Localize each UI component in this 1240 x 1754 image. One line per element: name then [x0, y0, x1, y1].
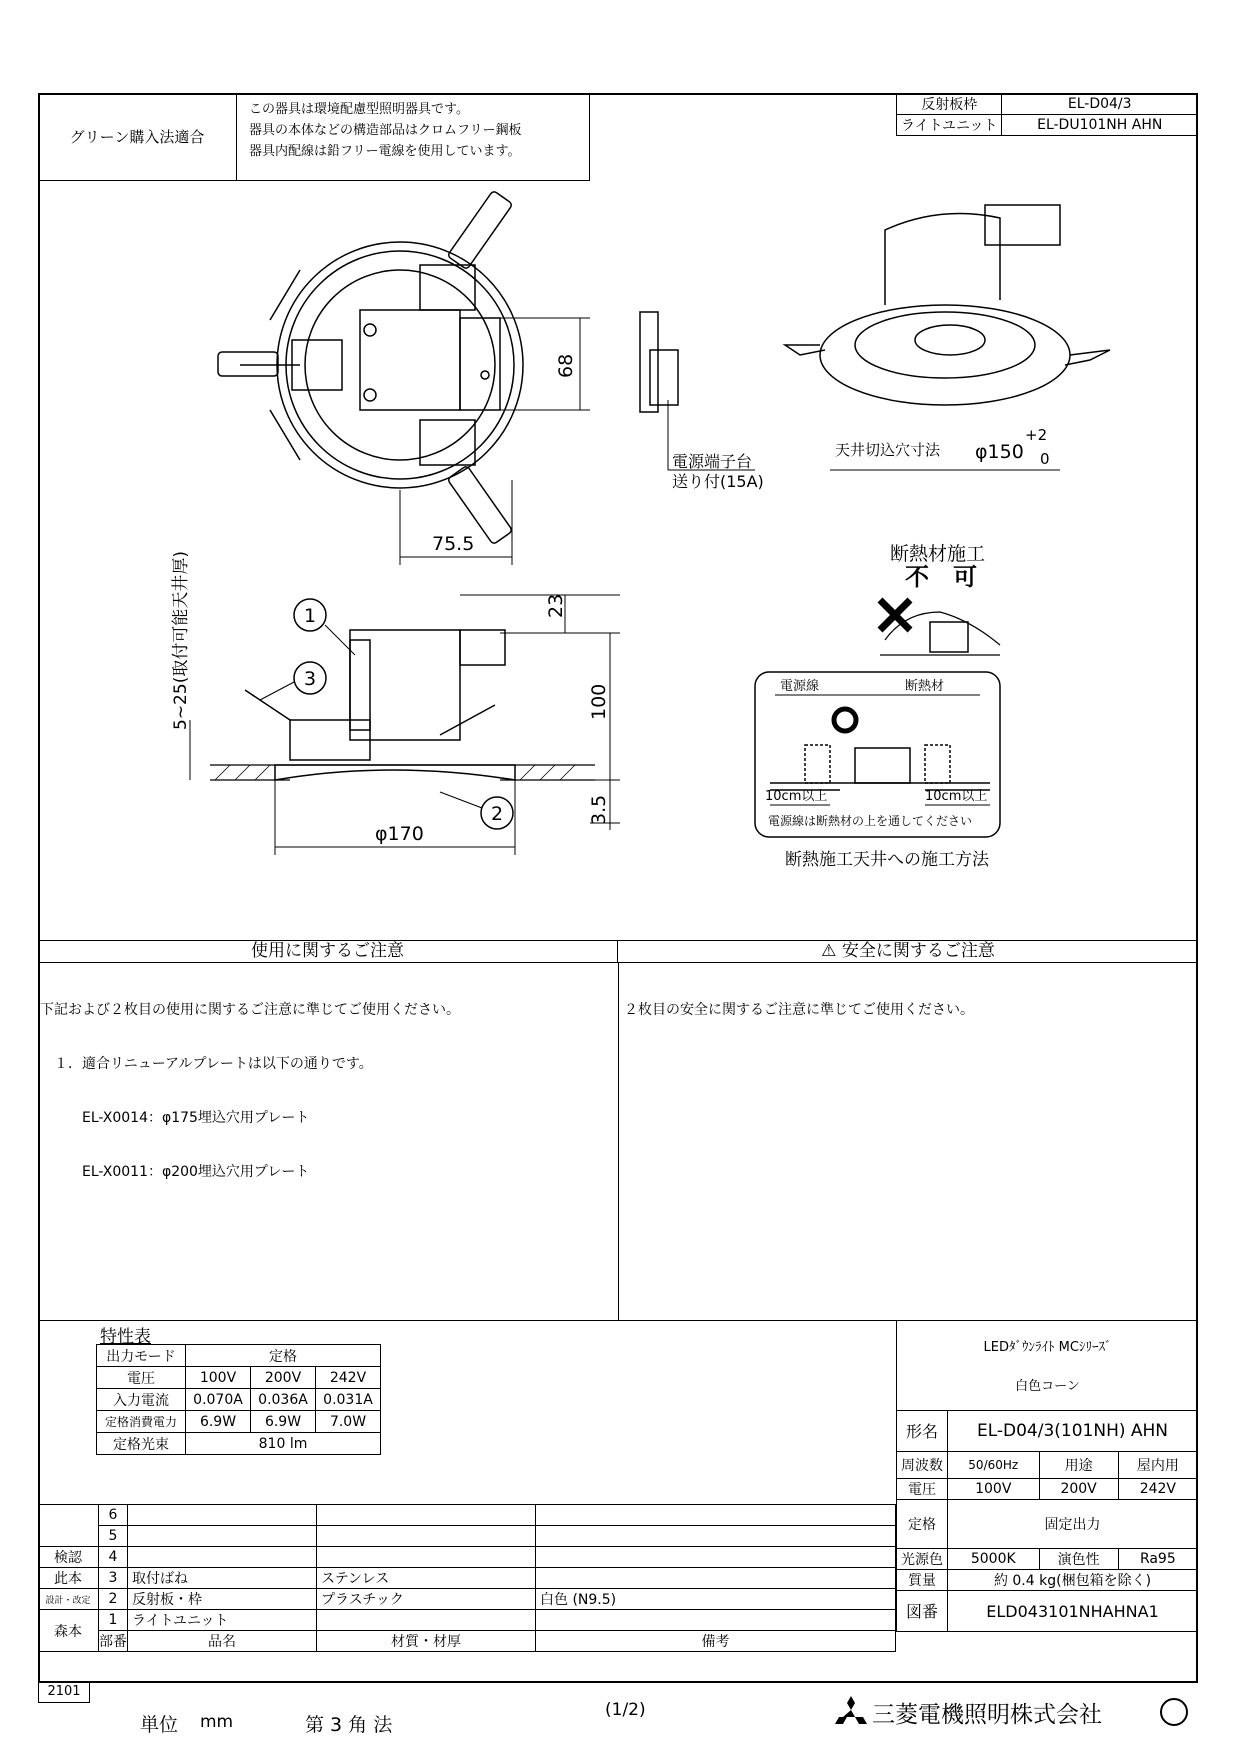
usage-line: 下記および２枚目の使用に関するご注意に準じてご使用ください。 — [40, 1002, 460, 1018]
spec-cell: 0.036A — [251, 1389, 316, 1411]
part-note — [536, 1505, 896, 1526]
product-table — [896, 1410, 1198, 1632]
terminal-label-2: 送り付(15A) — [672, 472, 764, 491]
safety-notes — [624, 965, 974, 1055]
part-material — [317, 1610, 536, 1631]
mount-range: 5~25(取付可能天井厚) — [171, 551, 191, 730]
unit-value: mm — [200, 1712, 234, 1732]
cri-label: 演色性 — [1039, 1549, 1118, 1570]
warning-icon: ⚠ — [821, 941, 837, 961]
part-name: 取付ばね — [128, 1568, 317, 1589]
spec-row-label: 電圧 — [97, 1367, 186, 1389]
rating-value: 固定出力 — [948, 1500, 1198, 1549]
voltage-value: 242V — [1118, 1479, 1197, 1500]
parts-header: 材質・材厚 — [317, 1631, 536, 1652]
callout-1: 1 — [304, 605, 317, 627]
signoff-label: 設計・改定 — [38, 1589, 99, 1610]
rating-label: 定格 — [897, 1500, 948, 1549]
spec-flux-label: 定格光束 — [97, 1433, 186, 1455]
box-insul-label: 断熱材 — [905, 679, 945, 694]
spec-flux-value: 810 lm — [186, 1433, 381, 1455]
voltage-value: 200V — [1039, 1479, 1118, 1500]
voltage-value: 100V — [948, 1479, 1040, 1500]
product-block — [896, 1320, 1198, 1410]
part-no: 6 — [99, 1505, 128, 1526]
parts-header: 部番 — [99, 1631, 128, 1652]
no-insulation-mark — [880, 600, 910, 630]
footer-code: 2101 — [38, 1683, 90, 1703]
safety-title-text: 安全に関するご注意 — [841, 941, 995, 961]
part-material: ステンレス — [317, 1568, 536, 1589]
part-name: ライトユニット — [128, 1610, 317, 1631]
insulation-box — [755, 672, 1000, 837]
dim-68: 68 — [555, 353, 577, 378]
spec-row-label: 定格消費電力 — [97, 1411, 186, 1433]
projection: 第 3 角 法 — [305, 1714, 393, 1736]
signoff-label: 此本 — [38, 1568, 99, 1589]
box-note: 電源線は断熱材の上を通してください — [768, 814, 973, 828]
insulation-status: 不 可 — [905, 563, 977, 591]
cutout-tol-zero: 0 — [1040, 450, 1050, 468]
box-caption: 断熱施工天井への施工方法 — [785, 850, 989, 870]
safety-title — [618, 941, 1198, 963]
cutout-value: φ150 — [975, 441, 1024, 463]
mass-value: 約 0.4 kg(梱包箱を除く) — [948, 1570, 1198, 1591]
part-name — [128, 1505, 317, 1526]
freq-value: 50/60Hz — [948, 1452, 1040, 1479]
part-no: 2 — [99, 1589, 128, 1610]
usage-title: 使用に関するご注意 — [38, 941, 618, 963]
parts-header: 備考 — [536, 1631, 896, 1652]
part-name — [128, 1526, 317, 1547]
green-label: グリーン購入法適合 — [69, 128, 205, 146]
usage-line: EL-X0011：φ200埋込穴用プレート — [40, 1164, 310, 1180]
perspective-view — [785, 205, 1110, 470]
spec-cell: 0.070A — [186, 1389, 251, 1411]
callout-3: 3 — [304, 668, 317, 690]
part-no: 3 — [99, 1568, 128, 1589]
part-label: 反射板枠 — [897, 94, 1002, 115]
part-value: EL-DU101NH AHN — [1002, 115, 1198, 136]
part-no: 4 — [99, 1547, 128, 1568]
usage-line: EL-X0014：φ175埋込穴用プレート — [40, 1110, 310, 1126]
box-10cm-right: 10cm以上 — [925, 789, 988, 804]
spec-cell: 7.0W — [316, 1411, 381, 1433]
unit-label: 単位 — [140, 1714, 179, 1736]
spec-table — [96, 1344, 381, 1455]
side-view — [210, 630, 595, 780]
part-no: 1 — [99, 1610, 128, 1631]
insulation-title: 断熱材施工 — [890, 543, 986, 565]
part-note: 白色 (N9.5) — [536, 1589, 896, 1610]
usage-notes — [40, 965, 460, 1217]
part-material — [317, 1526, 536, 1547]
spec-cell: 6.9W — [186, 1411, 251, 1433]
callout-2: 2 — [491, 803, 504, 825]
spec-cell: 200V — [251, 1367, 316, 1389]
part-name — [128, 1547, 317, 1568]
spec-cell: 100V — [186, 1367, 251, 1389]
parts-header: 品名 — [128, 1631, 317, 1652]
spec-cell: 242V — [316, 1367, 381, 1389]
dim-100: 100 — [588, 683, 610, 720]
signoff-label: 森本 — [38, 1610, 99, 1652]
freq-label: 周波数 — [897, 1452, 948, 1479]
safety-line: ２枚目の安全に関するご注意に準じてご使用ください。 — [624, 1002, 974, 1018]
spec-row-label: 入力電流 — [97, 1389, 186, 1411]
eco-line: 器具内配線は鉛フリー電線を使用しています。 — [249, 144, 521, 159]
part-material: プラスチック — [317, 1589, 536, 1610]
notes-divider — [618, 963, 619, 1321]
cutout-label: 天井切込穴寸法 — [835, 441, 941, 459]
box-power-label: 電源線 — [780, 679, 820, 694]
spec-mode-label: 出力モード — [97, 1345, 186, 1367]
light-color-value: 5000K — [948, 1549, 1040, 1570]
company-name: 三菱電機照明株式会社 — [872, 1702, 1102, 1728]
dim-75-5: 75.5 — [432, 533, 475, 555]
three-diamonds-icon — [835, 1696, 867, 1724]
part-value: EL-D04/3 — [1002, 94, 1198, 115]
terminal-block — [640, 312, 755, 470]
use-value: 屋内用 — [1118, 1452, 1197, 1479]
drawing-no-label: 図番 — [897, 1591, 948, 1632]
parts-table — [38, 1504, 896, 1652]
spec-cell: 0.031A — [316, 1389, 381, 1411]
voltage-label: 電圧 — [897, 1479, 948, 1500]
dim-3-5: 3.5 — [588, 794, 610, 825]
page-number: (1/2) — [605, 1700, 646, 1720]
use-label: 用途 — [1039, 1452, 1118, 1479]
color-name: 白色コーン — [1015, 1379, 1080, 1394]
cri-value: Ra95 — [1118, 1549, 1197, 1570]
dim-23: 23 — [545, 593, 567, 618]
mass-label: 質量 — [897, 1570, 948, 1591]
part-note — [536, 1610, 896, 1631]
dim-170: φ170 — [375, 823, 424, 845]
part-material — [317, 1547, 536, 1568]
part-note — [536, 1568, 896, 1589]
eco-line: 器具の本体などの構造部品はクロムフリー鋼板 — [249, 123, 522, 138]
spec-title: 特性表 — [100, 1327, 151, 1347]
spec-mode-value: 定格 — [186, 1345, 381, 1367]
part-material — [317, 1505, 536, 1526]
box-10cm-left: 10cm以上 — [765, 789, 828, 804]
model-label: 形名 — [897, 1411, 948, 1452]
model-value: EL-D04/3(101NH) AHN — [948, 1411, 1198, 1452]
part-label: ライトユニット — [897, 115, 1002, 136]
series-name: LEDﾀﾞｳﾝﾗｲﾄ MCｼﾘｰｽﾞ — [983, 1340, 1112, 1355]
usage-line: １．適合リニューアルプレートは以下の通りです。 — [40, 1056, 373, 1072]
part-name: 反射板・枠 — [128, 1589, 317, 1610]
top-view — [218, 190, 523, 544]
notes-section — [38, 940, 1198, 1320]
spec-cell: 6.9W — [251, 1411, 316, 1433]
part-no: 5 — [99, 1526, 128, 1547]
light-color-label: 光源色 — [897, 1549, 948, 1570]
cutout-tol-plus: +2 — [1025, 426, 1048, 444]
company-logo — [835, 1696, 867, 1728]
signoff-label: 検認 — [38, 1547, 99, 1568]
circle-mark — [1160, 1698, 1188, 1726]
terminal-label-1: 電源端子台 — [672, 452, 753, 471]
drawing-no-value: ELD043101NHAHNA1 — [948, 1591, 1198, 1632]
part-note — [536, 1547, 896, 1568]
part-note — [536, 1526, 896, 1547]
eco-line: この器具は環境配慮型照明器具です。 — [249, 102, 469, 117]
